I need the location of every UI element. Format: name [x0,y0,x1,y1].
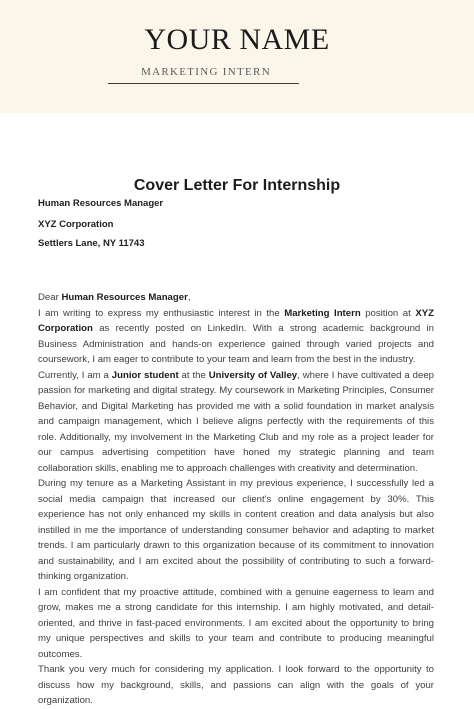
text-run: , where I have cultivated a deep passion for marketing and digital strategy. My coursework in Marketing Principles, Consumer Behavior, and Digital Marketing has provided me with a solid foundation in market analysis and campaign management, which I believe aligns perfectly with the requirements of this role. Additionally, my involvement in the Marketing Club and my role as a project leader for our campus advertising competition have honed my strategic planning and team collaboration skills, enabling me to approach challenges with creativity and determination. [38,369,434,474]
student-status: Junior student [111,369,179,381]
paragraph-experience: During my tenure as a Marketing Assistant in my previous experience, I successfully led a social media campaign that increased our client's online engagement by 30%. This experience has not only enhanced my skills in content creation and data analysis but also instilled in me the importance of understanding consumer behavior and adapting to market trends. I am particularly drawn to this organization because of its commitment to innovation and sustainability, and I am excited about the possibility of contributing to such a forward-thinking organization. [38,478,434,582]
recipient-title: Human Resources Manager [38,198,164,209]
letterhead [0,0,474,113]
salutation-suffix: , [187,292,191,303]
divider-line [108,83,299,84]
paragraph-confidence: I am confident that my proactive attitude, combined with a genuine eagerness to learn and grow, makes me a strong candidate for this internship. I am highly motivated, and detail-oriented, and thrive in fast-paced environments. I am excited about the opportunity to bring my unique perspectives and skills to your team and contribute to producing meaningful outcomes. [38,586,434,660]
text-run: Currently, I am a [38,369,112,381]
text-run: as recently posted on LinkedIn. With a strong academic background in Business Administration and hands-on experience gained through varied projects and coursework, I am eager to contribute to your team and learn from the best in the industry. [38,323,434,365]
document-title: Cover Letter For Internship [133,177,341,194]
paragraph-education [38,368,434,477]
paragraph-closing: Thank you very much for considering my application. I look forward to the opportunity to discuss how my background, skills, and passions can align with the goals of your organization. [38,664,434,706]
letter-body [38,290,434,709]
paragraph-intro [38,306,434,368]
salutation-prefix: Dear [38,292,62,303]
recipient-address: Settlers Lane, NY 11743 [38,238,145,249]
text-run: at the [178,369,209,381]
text-run: position at [360,307,416,319]
sender-role: MARKETING INTERN [141,66,271,78]
position-name: Marketing Intern [284,307,361,319]
salutation [38,290,434,306]
company-name: XYZ Corporation [38,307,434,334]
sender-name: YOUR NAME [144,23,330,56]
recipient-company: XYZ Corporation [38,219,114,230]
university-name: University of Valley [208,369,298,381]
text-run: I am writing to express my enthusiastic interest in the [38,307,285,319]
salutation-name: Human Resources Manager [61,292,188,303]
